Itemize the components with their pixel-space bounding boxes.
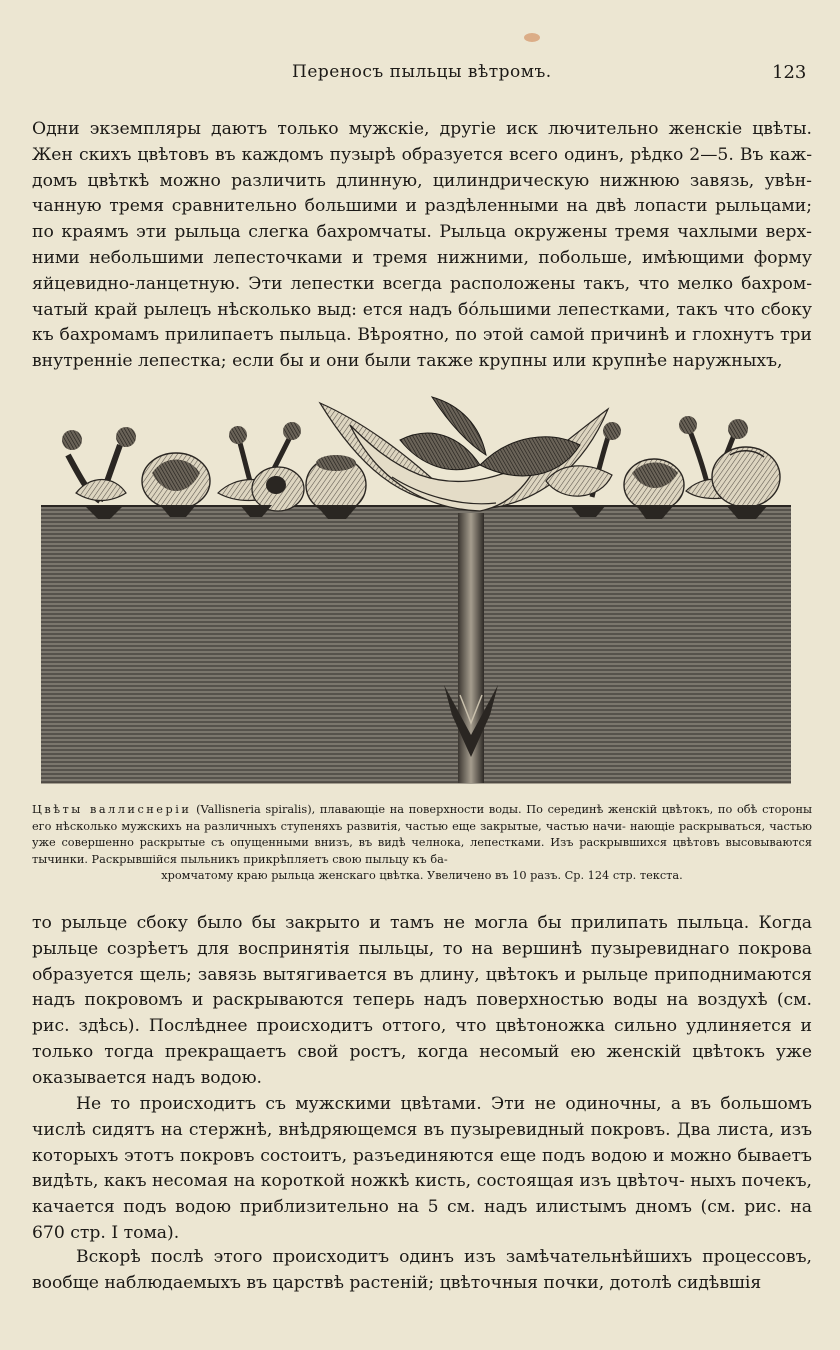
paragraph-1: Одни экземпляры даютъ только мужскіе, другіе иск лючительно женскіе цвѣты. Жен скихъ цвѣтовъ въ каждомъ пузырѣ образуется всего одинъ, рѣдко 2—5. Въ каж- домъ цвѣткѣ можно различить длинную, цилиндрическую нижнюю завязь, увѣн- чанную тремя сравнительно большими и раздѣленными на двѣ лопасти рыльцами; по краямъ эти рыльца слегка бахромчаты. Рыльца окружены тремя чахлыми верх- ними небольшими лепесточками и тремя нижними, побольше, имѣющими форму яйцевидно-ланцетную. Эти лепестки всегда расположены такъ, что мелко бахром- чатый край рылецъ нѣсколько выд: ется надъ бóльшими лепестками, такъ что сбоку къ бахромамъ прилипаетъ пыльца. Вѣроятно, по этой самой причинѣ и глохнутъ три внутренніе лепестка; если бы и они были также крупны или крупнѣе наружныхъ, — [32, 119, 812, 372]
paragraph-2: то рыльце сбоку было бы закрыто и тамъ не могла бы прилипать пыльца. Когда рыльце созрѣетъ для воспринятія пыльцы, то на вершинѣ пузыревиднаго покрова образуется щель; завязь вытягивается въ длину, цвѣтокъ и рыльце приподнимаются надъ покровомъ и раскрываются теперь надъ поверхностью воды на воздухѣ (см. рис. здѣсь). Послѣднее происходитъ оттого, что цвѣтоножка сильно удлиняется и только тогда прекращаетъ свой ростъ, когда несомый ею женскій цвѣтокъ уже оказывается надъ водою. — [32, 913, 812, 1088]
male-flowers-left — [62, 422, 366, 513]
page-number: 123 — [772, 62, 807, 83]
running-header — [0, 60, 840, 88]
running-title: Переносъ пыльцы вѣтромъ. — [292, 62, 552, 82]
figure-caption — [32, 802, 812, 885]
paragraph-4: Вскорѣ послѣ этого происходитъ одинъ изъ замѣчательнѣйшихъ процессовъ, вообще наблюдаемыхъ въ царствѣ растеній; цвѣточныя почки, дотолѣ сидѣвшія — [32, 1247, 812, 1293]
engraving-svg — [40, 385, 792, 797]
ink-stain — [524, 33, 540, 42]
paragraph-3: Не то происходитъ съ мужскими цвѣтами. Эти не одиночны, а въ большомъ числѣ сидятъ на стержнѣ, внѣдряющемся въ пузыревидный покровъ. Два листа, изъ которыхъ этотъ покровъ состоитъ, разъединяются еще подъ водою и можно бываетъ видѣть, какъ несомая на короткой ножкѣ кисть, состоящая изъ цвѣточ- ныхъ почекъ, качается подъ водою приблизительно на 5 см. надъ илистымъ дномъ (см. рис. на 670 стр. I тома). — [32, 1094, 812, 1243]
caption-last-line: хромчатому краю рыльца женскаго цвѣтка. Увеличено въ 10 разъ. Ср. 124 стр. текста. — [161, 869, 683, 883]
caption-spaced-title: Цвѣты валлиснеріи — [32, 803, 192, 816]
vallisneria-illustration — [40, 385, 792, 797]
caption-body: (Vallisneria spiralis), плавающіе на поверхности воды. По серединѣ женскій цвѣтокъ, по обѣ стороны его нѣсколько мужскихъ на различныхъ ступеняхъ развитія, частью еще закрытые, частью начи- нающіе раскрываться, частью уже совершенно раскрытые съ опущенными внизъ, въ видѣ челнока, лепестками. Изъ раскрывшихся цвѣтовъ высовываются тычинки. Раскрывшійся пыльникъ прикрѣпляетъ свою пыльцу къ ба- — [32, 803, 813, 866]
water-body — [40, 505, 792, 783]
